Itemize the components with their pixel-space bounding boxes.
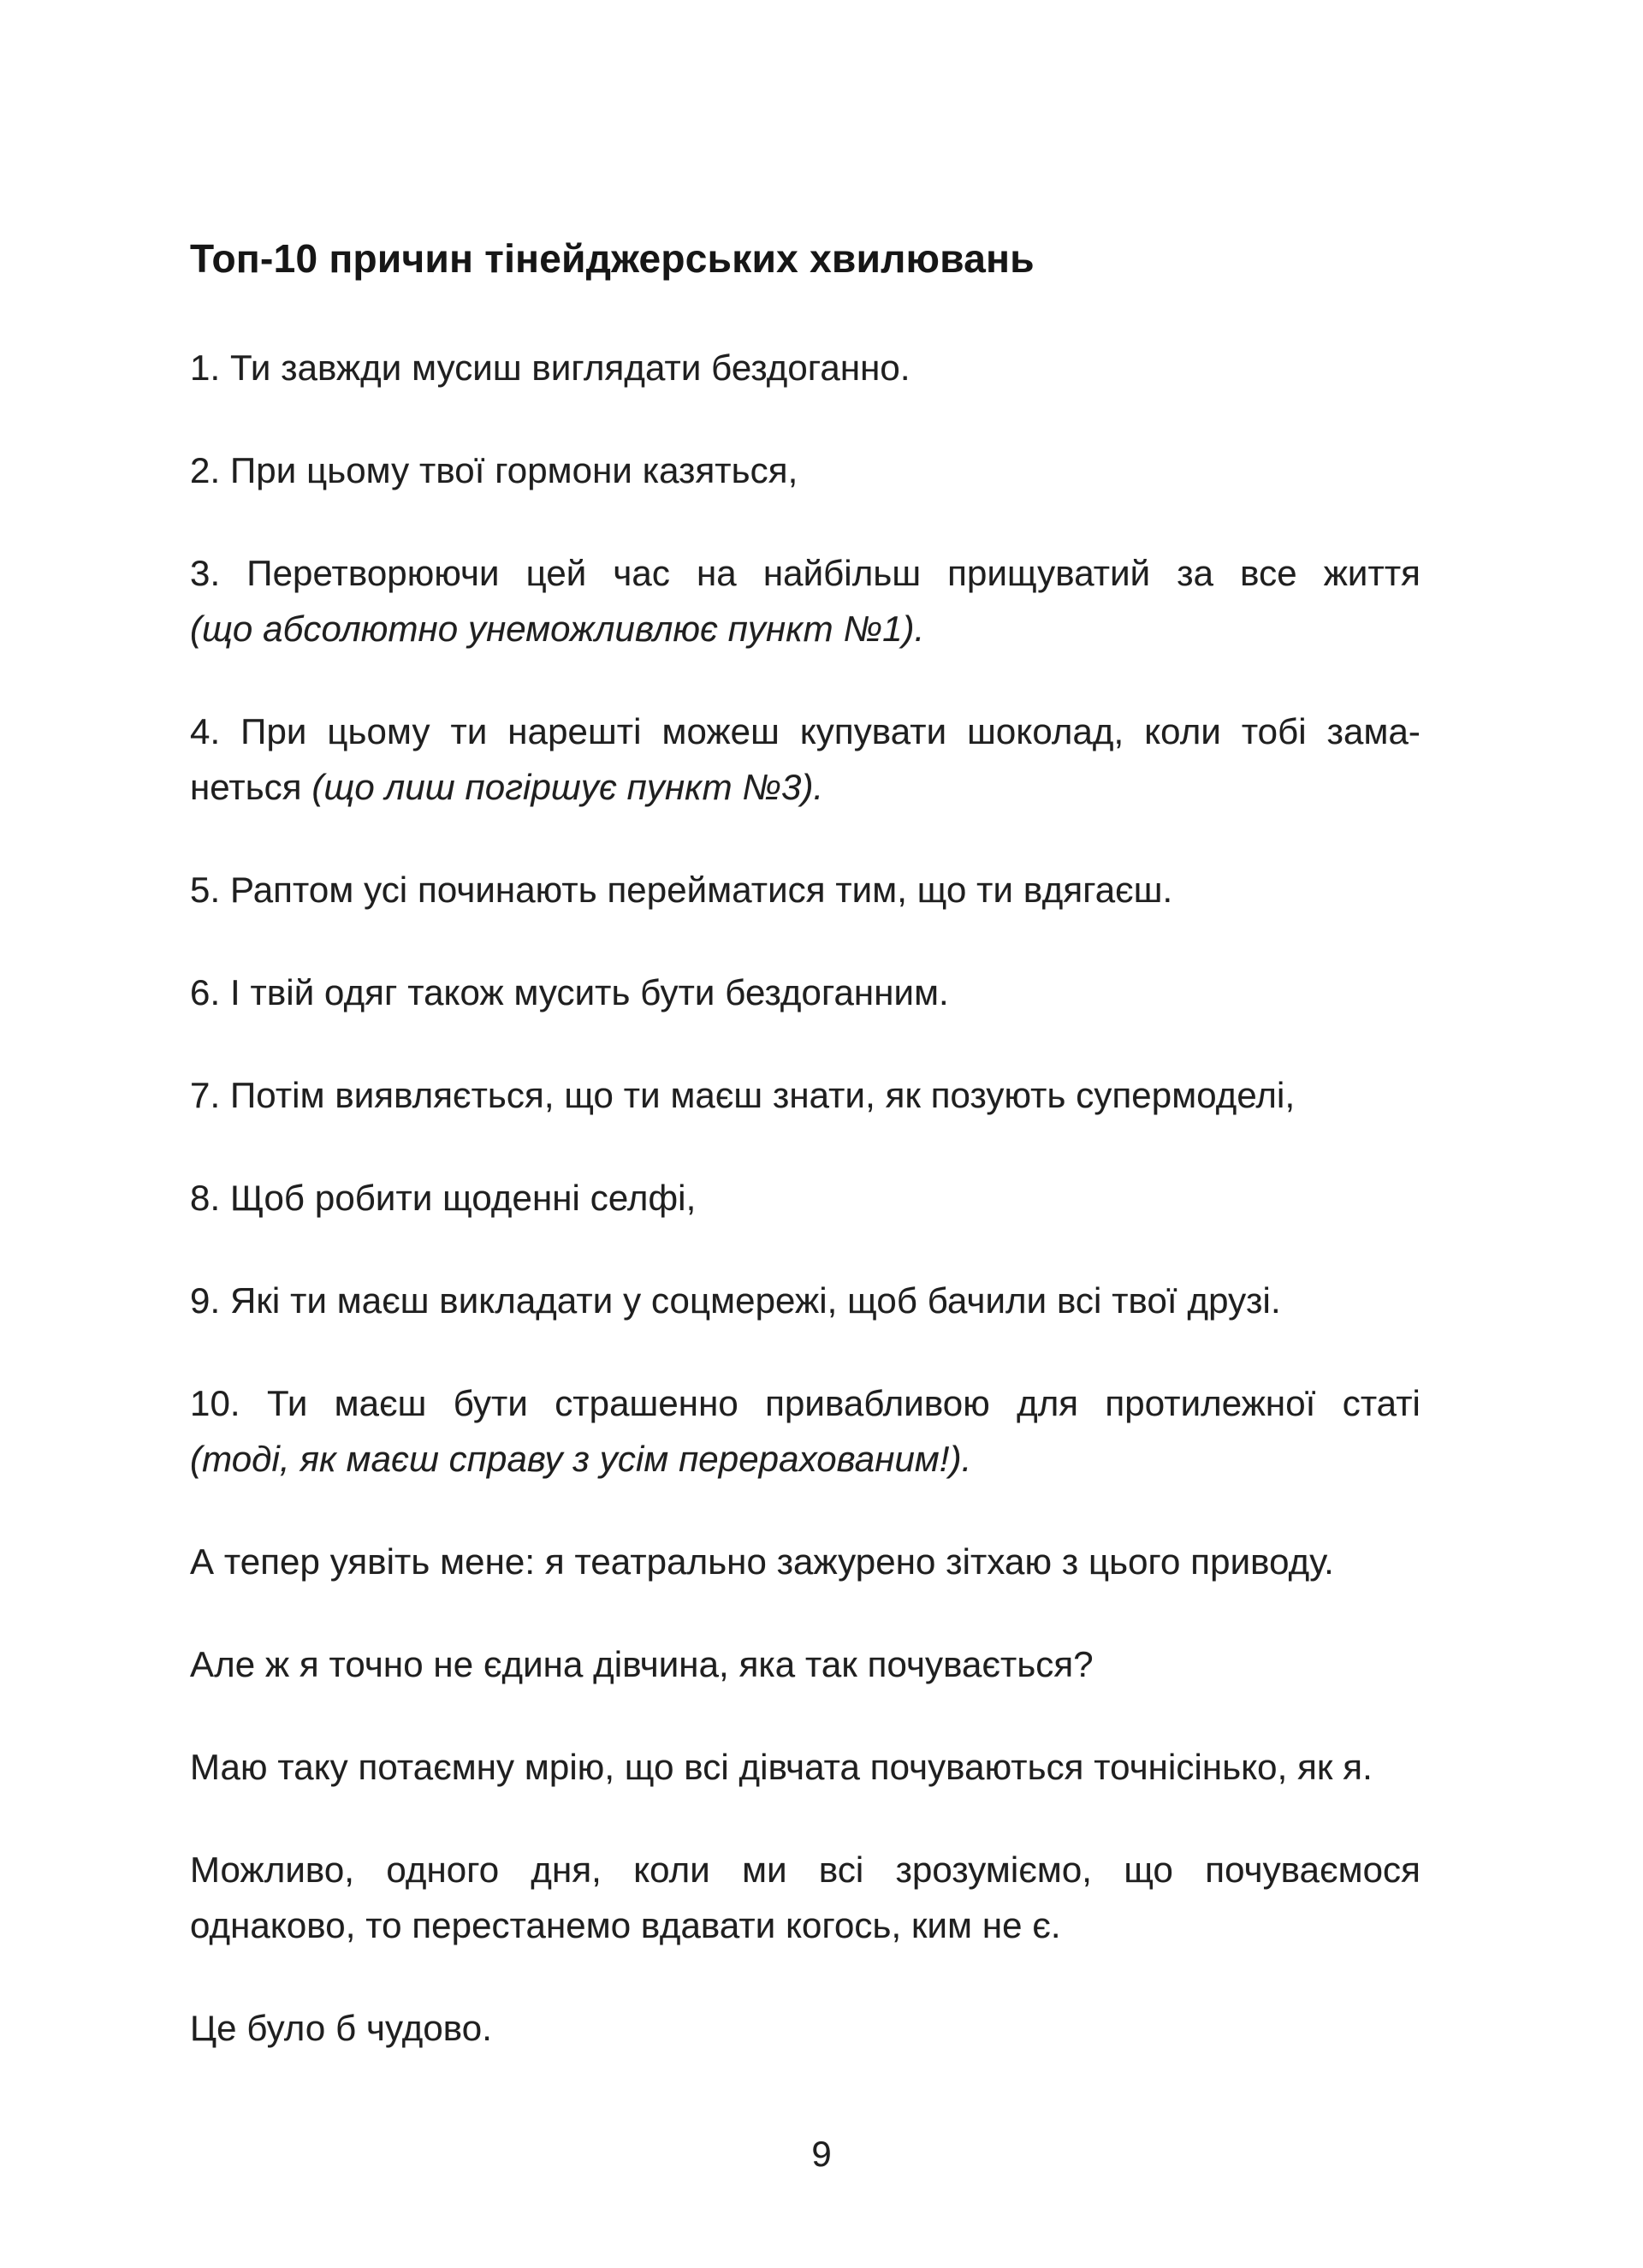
text-segment: 1. Ти завжди мусиш виглядати бездоганно.	[190, 347, 910, 388]
text-segment: Це було б чудово.	[190, 2008, 492, 2048]
text-line	[190, 601, 1421, 656]
list-item-6	[190, 965, 1421, 1020]
paragraph-secret-dream	[190, 1739, 1421, 1795]
page-content	[190, 233, 1421, 2103]
list-item-2	[190, 442, 1421, 498]
text-segment: 5. Раптом усі починають перейматися тим, що ти вдягаєш.	[190, 870, 1173, 910]
italic-text-segment: (тоді, як маєш справу з усім перерахованим!).	[190, 1439, 972, 1479]
list-item-10	[190, 1375, 1421, 1487]
text-line	[190, 2000, 1421, 2056]
text-line	[190, 1636, 1421, 1692]
text-segment: 9. Які ти маєш викладати у соцмережі, щоб бачили всі твої друзі.	[190, 1280, 1281, 1321]
text-segment: Але ж я точно не єдина дівчина, яка так почувається?	[190, 1644, 1094, 1684]
text-segment: А тепер уявіть мене: я театрально зажурено зітхаю з цього приводу.	[190, 1541, 1334, 1582]
text-segment: 7. Потім виявляється, що ти маєш знати, як позують супермоделі,	[190, 1075, 1296, 1115]
text-segment: 10. Ти маєш бути страшенно привабливою для протилежної статі	[190, 1383, 1421, 1423]
list-item-8	[190, 1170, 1421, 1226]
list-item-3	[190, 545, 1421, 656]
text-segment: неться	[190, 767, 312, 807]
text-line	[190, 965, 1421, 1020]
page-title: Топ-10 причин тінейджерських хвилювань	[190, 236, 1035, 281]
paragraph-maybe-one-day	[190, 1842, 1421, 1953]
list-item-9	[190, 1273, 1421, 1328]
text-line	[190, 1842, 1421, 1897]
italic-text-segment: (що лиш погіршує пункт №3).	[311, 767, 824, 807]
text-line	[190, 1067, 1421, 1123]
text-segment: 8. Щоб робити щоденні селфі,	[190, 1178, 697, 1218]
text-segment: 2. При цьому твої гормони казяться,	[190, 450, 798, 490]
body-text	[190, 340, 1421, 2056]
text-line	[190, 1897, 1421, 1953]
text-segment: Можливо, одного дня, коли ми всі зрозуміємо, що почуваємося	[190, 1849, 1421, 1890]
paragraph-sigh	[190, 1534, 1421, 1589]
text-segment: Маю таку потаємну мрію, що всі дівчата почуваються точнісінько, як я.	[190, 1747, 1373, 1787]
italic-text-segment: (що абсолютно унеможливлює пункт №1).	[190, 609, 925, 649]
text-line	[190, 1739, 1421, 1795]
text-line	[190, 442, 1421, 498]
list-item-5	[190, 862, 1421, 917]
text-segment: однаково, то перестанемо вдавати когось, ким не є.	[190, 1905, 1061, 1945]
text-line	[190, 1170, 1421, 1226]
text-line	[190, 545, 1421, 601]
text-line	[190, 1431, 1421, 1487]
list-item-1	[190, 340, 1421, 395]
text-line	[190, 1273, 1421, 1328]
text-line	[190, 1375, 1421, 1431]
paragraph-not-only-girl	[190, 1636, 1421, 1692]
list-item-7	[190, 1067, 1421, 1123]
text-line	[190, 862, 1421, 917]
text-line	[190, 704, 1421, 759]
text-line	[190, 759, 1421, 815]
paragraph-final	[190, 2000, 1421, 2056]
text-segment: 3. Перетворюючи цей час на найбільш прищуватий за все життя	[190, 553, 1421, 593]
text-segment: 4. При цьому ти нарешті можеш купувати шоколад, коли тобі зама-	[190, 711, 1421, 751]
page-number: 9	[811, 2134, 832, 2174]
text-line	[190, 1534, 1421, 1589]
list-item-4	[190, 704, 1421, 815]
text-line	[190, 340, 1421, 395]
text-segment: 6. І твій одяг також мусить бути бездоганним.	[190, 972, 949, 1012]
